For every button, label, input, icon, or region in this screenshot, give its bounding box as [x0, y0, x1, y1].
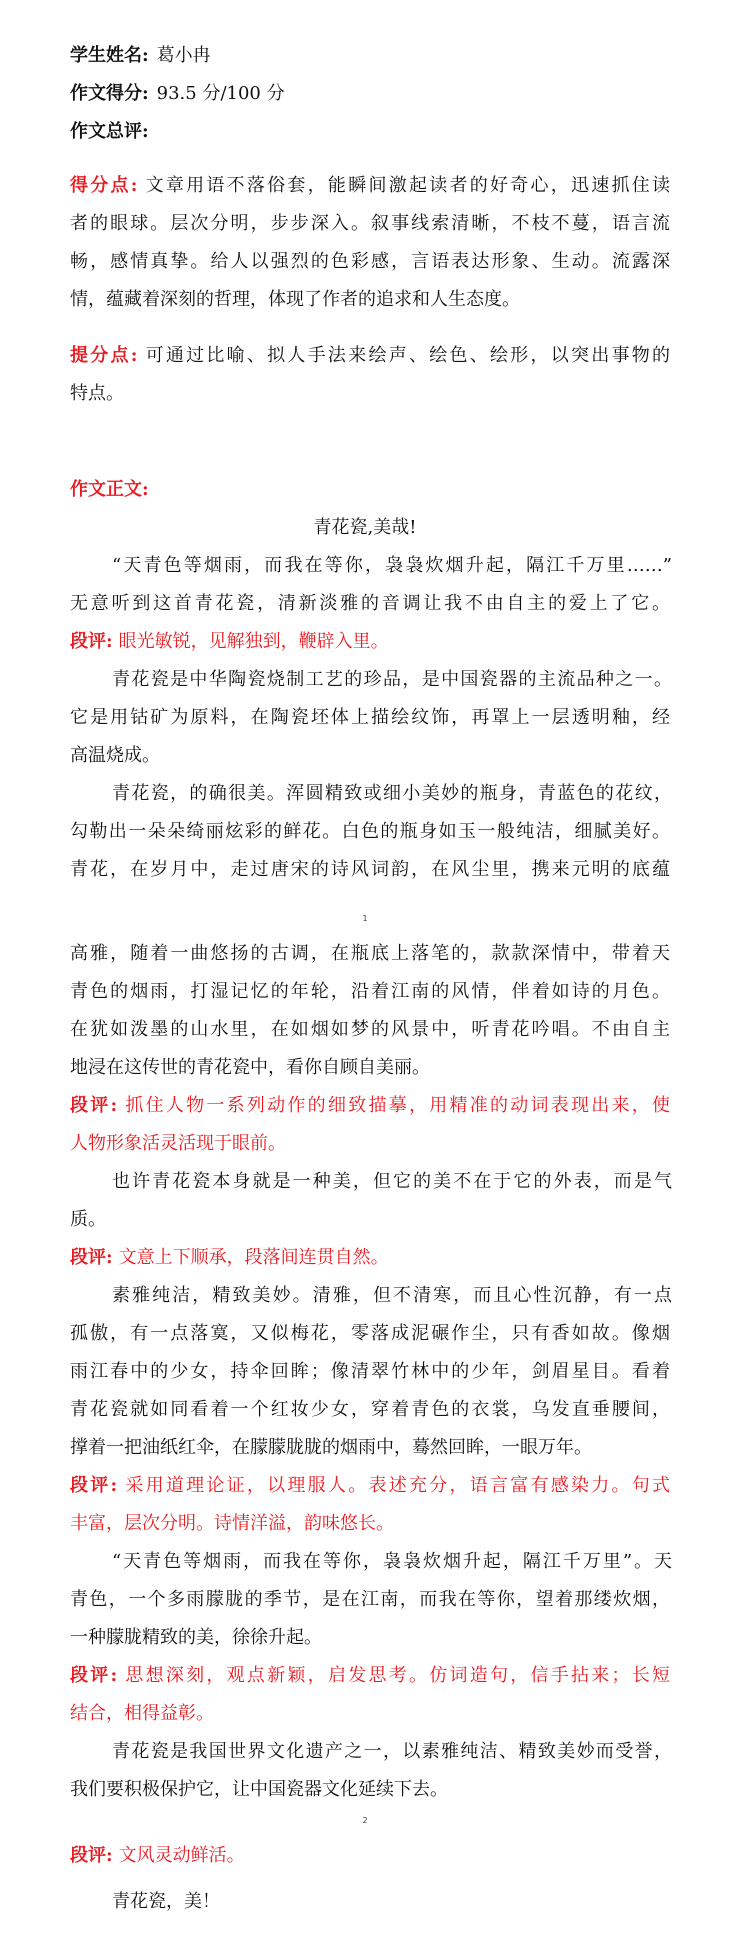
- merit-line-4: 情，蕴藏着深刻的哲理，体现了作者的追求和人生态度。: [70, 289, 520, 310]
- page-number: 2: [362, 1816, 368, 1825]
- paragraph-remark: 段评: 采用道理论证，以理服人。表述充分，语言富有感染力。句式: [70, 1475, 670, 1496]
- score-label: 作文得分:: [70, 83, 149, 104]
- essay-line: 勾勒出一朵朵绮丽炫彩的鲜花。白色的瓶身如玉一般纯洁，细腻美好。: [70, 821, 670, 842]
- paragraph-remark: 段评: 思想深刻，观点新颖，启发思考。仿词造句，信手拈来；长短: [70, 1665, 670, 1686]
- merit-line-1: 得分点: 文章用语不落俗套，能瞬间激起读者的好奇心，迅速抓住读: [70, 175, 670, 196]
- paragraph-remark: 段评: 眼光敏锐，见解独到，鞭辟入里。: [70, 631, 389, 652]
- essay-line: 青花瓷是中华陶瓷烧制工艺的珍品，是中国瓷器的主流品种之一。: [112, 669, 672, 690]
- paragraph-remark: 段评: 文风灵动鲜活。: [70, 1845, 245, 1866]
- essay-line: 青花瓷是我国世界文化遗产之一，以素雅纯洁、精致美妙而受誉，: [112, 1741, 672, 1762]
- essay-line: 青花，在岁月中，走过唐宋的诗风词韵，在风尘里，携来元明的底蕴: [70, 859, 670, 880]
- essay-line: 素雅纯洁，精致美妙。清雅，但不清寒，而且心性沉静，有一点: [112, 1285, 672, 1306]
- overall-review-label: 作文总评:: [70, 121, 149, 142]
- remark-label: 段评:: [70, 1665, 118, 1686]
- merit-label: 得分点:: [70, 175, 138, 196]
- essay-line: 撑着一把油纸红伞，在朦朦胧胧的烟雨中，蓦然回眸，一眼万年。: [70, 1437, 592, 1458]
- essay-line: 高温烧成。: [70, 745, 160, 766]
- essay-line: 在犹如泼墨的山水里，在如烟如梦的风景中，听青花吟唱。不由自主: [70, 1019, 670, 1040]
- paragraph-remark-cont: 丰富，层次分明。诗情洋溢，韵味悠长。: [70, 1513, 394, 1534]
- essay-line: 孤傲，有一点落寞，又似梅花，零落成泥碾作尘，只有香如故。像烟: [70, 1323, 670, 1344]
- merit-line-3: 畅，感情真挚。给人以强烈的色彩感，言语表达形象、生动。流露深: [70, 251, 670, 272]
- merit-line-2: 者的眼球。层次分明，步步深入。叙事线索清晰，不枝不蔓，语言流: [70, 213, 670, 234]
- paragraph-remark: 段评: 抓住人物一系列动作的细致描摹，用精准的动词表现出来，使: [70, 1095, 670, 1116]
- score-row: [70, 82, 670, 106]
- essay-line: “天青色等烟雨，而我在等你，袅袅炊烟升起，隔江千万里”。天: [112, 1551, 672, 1572]
- essay-line: 质。: [70, 1209, 106, 1230]
- remark-label: 段评:: [70, 631, 113, 652]
- essay-title: 青花瓷,美哉!: [313, 517, 417, 538]
- page-number: 1: [362, 914, 368, 923]
- essay-line: 地浸在这传世的青花瓷中，看你自顾自美丽。: [70, 1057, 430, 1078]
- essay-line: 一种朦胧精致的美，徐徐升起。: [70, 1627, 322, 1648]
- paragraph-remark: 段评: 文意上下顺承，段落间连贯自然。: [70, 1247, 389, 1268]
- essay-line: 我们要积极保护它，让中国瓷器文化延续下去。: [70, 1779, 448, 1800]
- essay-line: “天青色等烟雨，而我在等你，袅袅炊烟升起，隔江千万里……”: [112, 555, 672, 576]
- score-value: 93.5 分/100 分: [156, 83, 285, 104]
- essay-line: 青花瓷就如同看着一个红妆少女，穿着青色的衣裳，乌发直垂腰间，: [70, 1399, 670, 1420]
- student-name: 葛小冉: [156, 45, 211, 66]
- essay-line: 青花瓷，的确很美。浑圆精致或细小美妙的瓶身，青蓝色的花纹，: [112, 783, 672, 804]
- student-name-row: [70, 44, 670, 68]
- remark-label: 段评:: [70, 1247, 113, 1268]
- essay-line: 青色，一个多雨朦胧的季节，是在江南，而我在等你，望着那缕炊烟，: [70, 1589, 670, 1610]
- essay-line: 雨江春中的少女，持伞回眸；像清翠竹林中的少年，剑眉星目。看着: [70, 1361, 670, 1382]
- essay-line: 也许青花瓷本身就是一种美，但它的美不在于它的外表，而是气: [112, 1171, 672, 1192]
- essay-line: 它是用钴矿为原料，在陶瓷坯体上描绘纹饰，再罩上一层透明釉，经: [70, 707, 670, 728]
- essay-line: 无意听到这首青花瓷，清新淡雅的音调让我不由自主的爱上了它。: [70, 593, 670, 614]
- improve-label: 提分点:: [70, 345, 138, 366]
- improve-line-1: 提分点: 可通过比喻、拟人手法来绘声、绘色、绘形，以突出事物的: [70, 345, 670, 366]
- improve-line-2: 特点。: [70, 383, 124, 404]
- paragraph-remark-cont: 人物形象活灵活现于眼前。: [70, 1133, 286, 1154]
- paragraph-remark-cont: 结合，相得益彰。: [70, 1703, 214, 1724]
- essay-line: 青色的烟雨，打湿记忆的年轮，沿着江南的风情，伴着如诗的月色。: [70, 981, 670, 1002]
- remark-label: 段评:: [70, 1845, 113, 1866]
- remark-label: 段评:: [70, 1475, 118, 1496]
- remark-label: 段评:: [70, 1095, 118, 1116]
- essay-closing-line: 青花瓷，美！: [112, 1891, 220, 1912]
- essay-line: 高雅，随着一曲悠扬的古调，在瓶底上落笔的，款款深情中，带着天: [70, 943, 670, 964]
- student-name-label: 学生姓名:: [70, 45, 149, 66]
- essay-section-label: 作文正文:: [70, 479, 149, 500]
